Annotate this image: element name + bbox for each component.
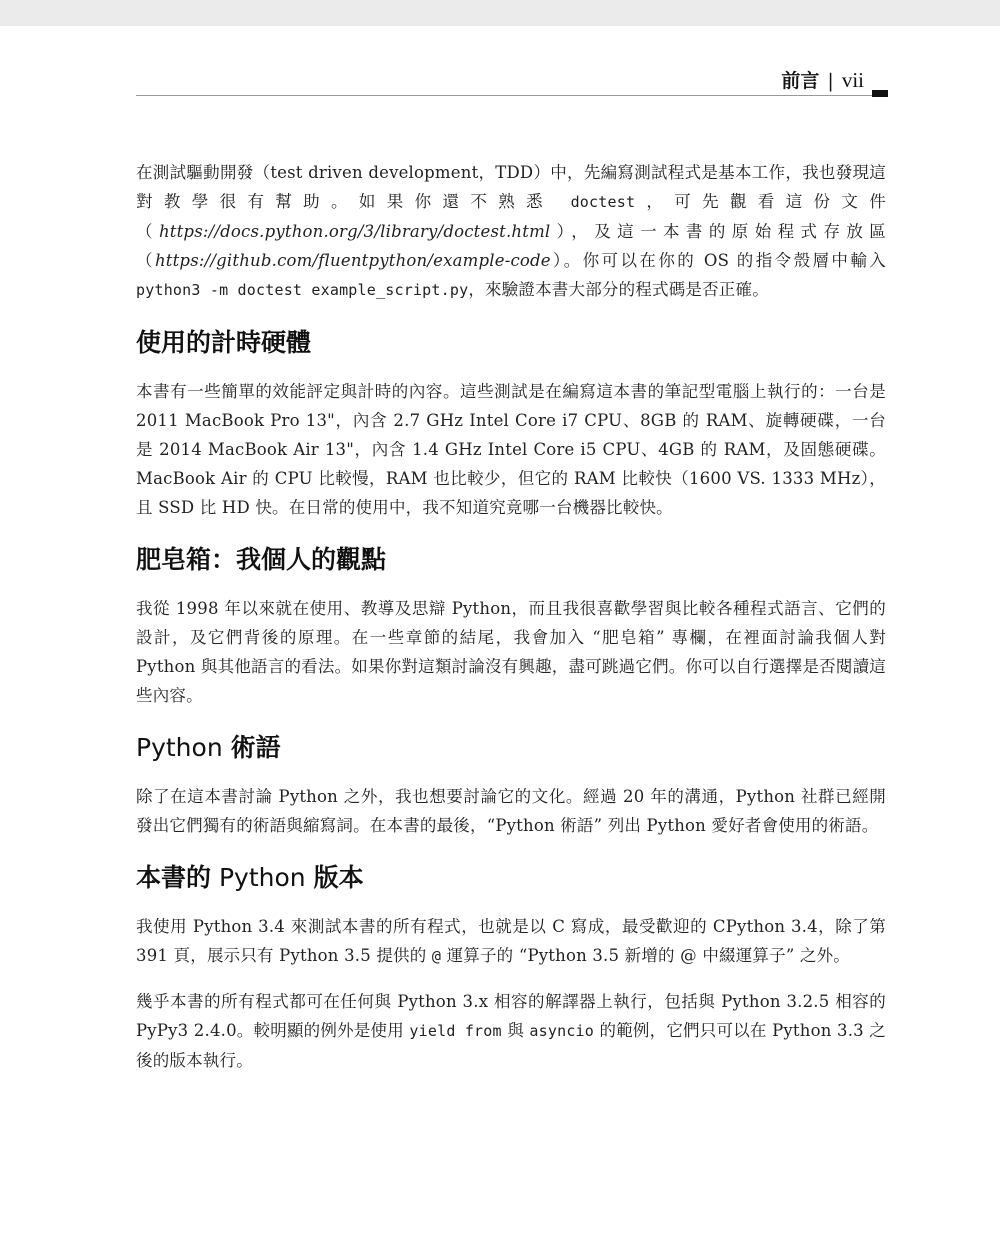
- code-asyncio: asyncio: [529, 1022, 595, 1040]
- text-run: 的範例，它們只可以在 Python 3.3 之後的版本執行。: [136, 1021, 886, 1070]
- heading-cjk-part: 術語: [230, 733, 281, 762]
- intro-paragraph: [136, 158, 886, 305]
- header-tab-mark: [872, 90, 888, 97]
- text-run: ）。你可以在你的 OS 的指令殼層中輸入: [550, 251, 886, 270]
- jargon-paragraph: 除了在這本書討論 Python 之外，我也想要討論它的文化。經過 20 年的溝通，Python 社群已經開發出它們獨有的術語與縮寫詞。在本書的最後，“Python 術語” 列出 Python 愛好者會使用的術語。: [136, 787, 886, 835]
- heading-version: [136, 862, 886, 894]
- version-paragraph-2: [136, 987, 886, 1075]
- heading-latin-part: Python: [211, 863, 314, 892]
- code-at-operator: @: [431, 947, 442, 965]
- header-separator: |: [827, 70, 834, 92]
- text-run: 運算子的 “Python 3.5 新增的 @ 中綴運算子” 之外。: [441, 946, 851, 965]
- header-text: [781, 66, 864, 93]
- top-band: [0, 0, 1000, 26]
- text-run: ，可先觀看這份文件（: [136, 192, 886, 241]
- heading-cjk-part: 版本: [313, 863, 364, 892]
- version-paragraph-1: [136, 912, 886, 971]
- heading-jargon: [136, 732, 886, 764]
- soapbox-paragraph: 我從 1998 年以來就在使用、教導及思辯 Python，而且我很喜歡學習與比較各種程式語言、它們的設計，及它們背後的原理。在一些章節的結尾，我會加入 “肥皂箱” 專欄，在裡面討論我個人對 Python 與其他語言的看法。如果你對這類討論沒有興趣，盡可跳過它們。你可以自行選擇是否閱讀這些內容。: [136, 599, 886, 705]
- text-run: 在測試驅動開發（test driven development，TDD）中，先編寫測試程式是基本工作，我也發現這對教學很有幫助。如果你還不熟悉: [136, 163, 886, 211]
- code-doctest: doctest: [570, 193, 636, 211]
- hardware-paragraph: 本書有一些簡單的效能評定與計時的內容。這些測試是在編寫這本書的筆記型電腦上執行的：一台是 2011 MacBook Pro 13"，內含 2.7 GHz Intel Core i7 CPU、8GB 的 RAM、旋轉硬碟，一台是 2014 MacBook Air 13"，內含 1.4 GHz Intel Core i5 CPU、4GB 的 RAM，及固態硬碟。MacBook Air 的 CPU 比較慢，RAM 也比較少，但它的 RAM 比較快（1600 VS. 1333 MHz），且 SSD 比 HD 快。在日常的使用中，我不知道究竟哪一台機器比較快。: [136, 382, 886, 517]
- text-run: 我使用 Python 3.4 來測試本書的所有程式，也就是以 C 寫成，最受歡迎的 CPython 3.4，除了第 391 頁，展示只有 Python 3.5 提供的: [136, 917, 886, 965]
- heading-soapbox: 肥皂箱：我個人的觀點: [136, 545, 387, 574]
- code-yield-from: yield from: [409, 1022, 502, 1040]
- text-run: ，來驗證本書大部分的程式碼是否正確。: [468, 280, 769, 299]
- page-number: vii: [841, 68, 864, 92]
- header-rule: [136, 95, 886, 96]
- doctest-docs-link[interactable]: https://docs.python.org/3/library/doctest.html: [158, 222, 551, 241]
- page-content: [136, 158, 886, 1091]
- text-run: 幾乎本書的所有程式都可在任何與 Python 3.x 相容的解譯器上執行，包括與 Python 3.2.5 相容的 PyPy3 2.4.0。較明顯的例外是使用: [136, 992, 886, 1040]
- heading-cjk-part: 本書的: [136, 863, 212, 892]
- code-command: python3 -m doctest example_script.py: [136, 281, 469, 299]
- header-section: 前言: [781, 70, 820, 92]
- running-header: [136, 66, 886, 96]
- text-run: ），及這一本書的原始程式存放區（: [136, 222, 887, 270]
- heading-hardware: 使用的計時硬體: [136, 328, 312, 357]
- example-code-link[interactable]: https://github.com/fluentpython/example-code: [154, 251, 551, 270]
- text-run: 與: [501, 1021, 530, 1040]
- heading-latin-part: Python: [136, 733, 231, 762]
